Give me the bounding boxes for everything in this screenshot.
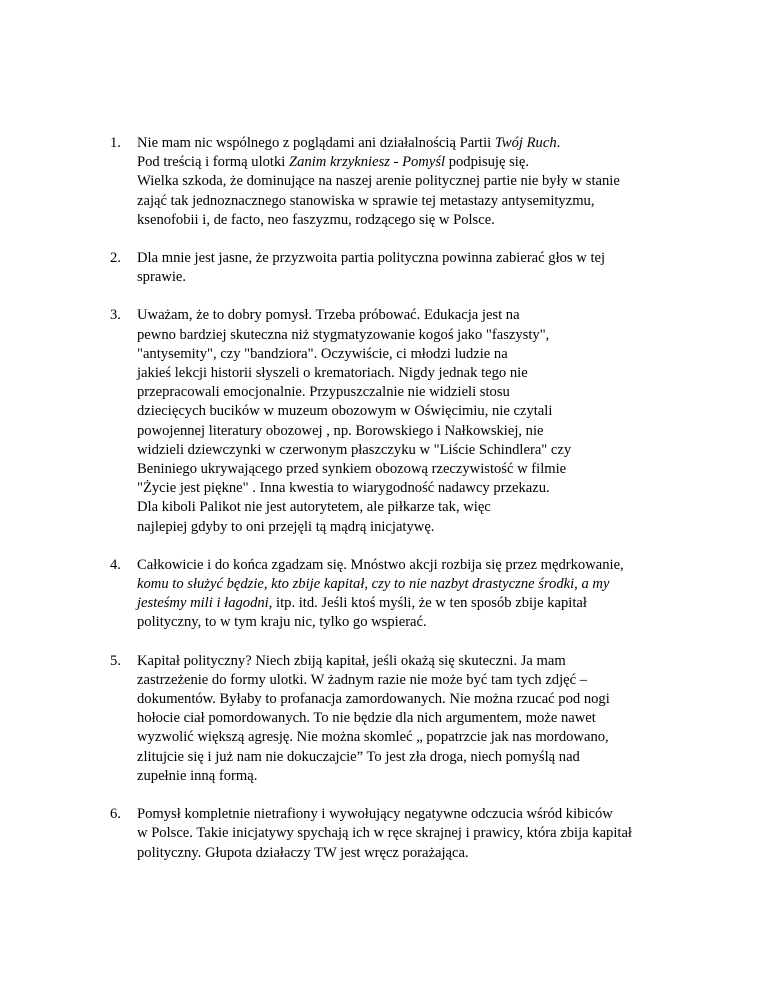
italic-text-run: jesteśmy mili i łagodni (137, 595, 269, 612)
numbered-list (110, 134, 670, 882)
text-line (137, 134, 670, 153)
text-run: dokumentów. Byłaby to profanacja zamordowanych. Nie można rzucać pod nogi (137, 691, 610, 708)
text-line (137, 728, 670, 747)
list-item (110, 652, 670, 786)
text-line (137, 518, 670, 537)
text-run: Kapitał polityczny? Niech zbiją kapitał, jeśli okażą się skuteczni. Ja mam (137, 652, 566, 669)
text-line (137, 345, 670, 364)
italic-text-run: Zanim krzykniesz - Pomyśl (289, 154, 446, 171)
text-run: polityczny, to w tym kraju nic, tylko go wspierać. (137, 614, 427, 631)
text-line (137, 748, 670, 767)
text-run: przepracowali emocjonalnie. Przypuszczalnie nie widzieli stosu (137, 384, 510, 401)
text-run: Wielka szkoda, że dominujące na naszej arenie politycznej partie nie były w stanie (137, 173, 620, 190)
text-run: polityczny. Głupota działaczy TW jest wręcz porażająca. (137, 844, 469, 861)
text-line (137, 824, 670, 843)
list-item-number: 1. (110, 135, 121, 151)
text-run: Uważam, że to dobry pomysł. Trzeba próbować. Edukacja jest na (137, 307, 520, 324)
text-line (137, 172, 670, 191)
text-run: w Polsce. Takie inicjatywy spychają ich w ręce skrajnej i prawicy, która zbija kapitał (137, 825, 632, 842)
text-run: zlitujcie się i już nam nie dokuczajcie” To jest zła droga, niech pomyślą nad (137, 748, 580, 765)
text-run: hołocie ciał pomordowanych. To nie będzie dla nich argumentem, może nawet (137, 710, 596, 727)
text-run: powojennej literatury obozowej , np. Borowskiego i Nałkowskiej, nie (137, 422, 544, 439)
text-line (137, 441, 670, 460)
list-item-number: 6. (110, 806, 121, 823)
text-run: Dla kiboli Palikot nie jest autorytetem, ale piłkarze tak, więc (137, 499, 491, 516)
text-line (137, 211, 670, 230)
text-run: Całkowicie i do końca zgadzam się. Mnóstwo akcji rozbija się przez mędrkowanie, (137, 556, 624, 573)
text-line (137, 383, 670, 402)
text-line (137, 556, 670, 575)
list-item-text (137, 249, 670, 287)
list-item-number: 2. (110, 250, 121, 267)
text-run: "antysemity", czy "bandziora". Oczywiście, ci młodzi ludzie na (137, 345, 508, 362)
list-item (110, 249, 670, 287)
text-line (137, 575, 670, 594)
text-line (137, 709, 670, 728)
text-run: najlepiej gdyby to oni przejęli tą mądrą inicjatywę. (137, 518, 435, 535)
text-run: zająć tak jednoznacznego stanowiska w sprawie tej metastazy antysemityzmu, (137, 192, 595, 209)
list-item-number: 5. (110, 652, 121, 669)
text-run: zastrzeżenie do formy ulotki. W żadnym razie nie może być tam tych zdjęć – (137, 671, 588, 688)
text-line (137, 652, 670, 671)
text-run: Pod treścią i formą ulotki (137, 154, 289, 171)
text-run: zupełnie inną formą. (137, 767, 258, 784)
text-run: wyzwolić większą agresję. Nie można skomleć „ popatrzcie jak nas mordowano, (137, 729, 609, 746)
text-line (137, 460, 670, 479)
list-item-text (137, 652, 670, 786)
list-item-text (137, 556, 670, 633)
text-run: Nie mam nic wspólnego z poglądami ani działalnością Partii (137, 135, 495, 151)
text-line (137, 402, 670, 421)
text-run: "Życie jest piękne" . Inna kwestia to wiarygodność nadawcy przekazu. (137, 480, 550, 497)
text-line (137, 690, 670, 709)
list-item-number: 3. (110, 307, 121, 324)
text-run: , itp. itd. Jeśli ktoś myśli, że w ten sposób zbije kapitał (268, 595, 587, 612)
text-line (137, 498, 670, 517)
italic-text-run: komu to służyć będzie, kto zbije kapitał, czy to nie nazbyt drastyczne środki, a my (137, 576, 610, 593)
text-line (137, 594, 670, 613)
text-line (137, 249, 670, 268)
text-line (137, 671, 670, 690)
text-line (137, 767, 670, 786)
text-run: Dla mnie jest jasne, że przyzwoita partia polityczna powinna zabierać głos w tej (137, 250, 606, 267)
list-item-number: 4. (110, 556, 121, 573)
text-line (137, 192, 670, 211)
list-item (110, 134, 670, 230)
text-line (137, 844, 670, 863)
text-run: ksenofobii i, de facto, neo faszyzmu, rodzącego się w Polsce. (137, 211, 495, 228)
text-run: sprawie. (137, 269, 187, 286)
list-item (110, 306, 670, 536)
text-run: pewno bardziej skuteczna niż stygmatyzowanie kogoś jako "faszysty", (137, 326, 550, 343)
text-line (137, 422, 670, 441)
text-line (137, 268, 670, 287)
text-run: dziecięcych bucików w muzeum obozowym w Oświęcimiu, nie czytali (137, 403, 553, 420)
text-run: Beniniego ukrywającego przed synkiem obozową rzeczywistość w filmie (137, 461, 567, 478)
list-item-text (137, 134, 670, 230)
text-line (137, 479, 670, 498)
text-line (137, 805, 670, 824)
text-line (137, 613, 670, 632)
italic-text-run: Twój Ruch (494, 135, 557, 151)
text-line (137, 364, 670, 383)
text-run: widzieli dziewczynki w czerwonym płaszczyku w "Liście Schindlera" czy (137, 441, 572, 458)
list-item-text (137, 805, 670, 863)
text-run: . (556, 135, 561, 151)
text-run: jakieś lekcji historii słyszeli o krematoriach. Nigdy jednak tego nie (137, 365, 528, 382)
text-line (137, 306, 670, 325)
list-item-text (137, 306, 670, 536)
text-run: Pomysł kompletnie nietrafiony i wywołujący negatywne odczucia wśród kibiców (137, 806, 613, 823)
list-item (110, 556, 670, 633)
text-run: podpisuję się. (445, 154, 529, 171)
text-line (137, 153, 670, 172)
list-item (110, 805, 670, 863)
text-line (137, 326, 670, 345)
